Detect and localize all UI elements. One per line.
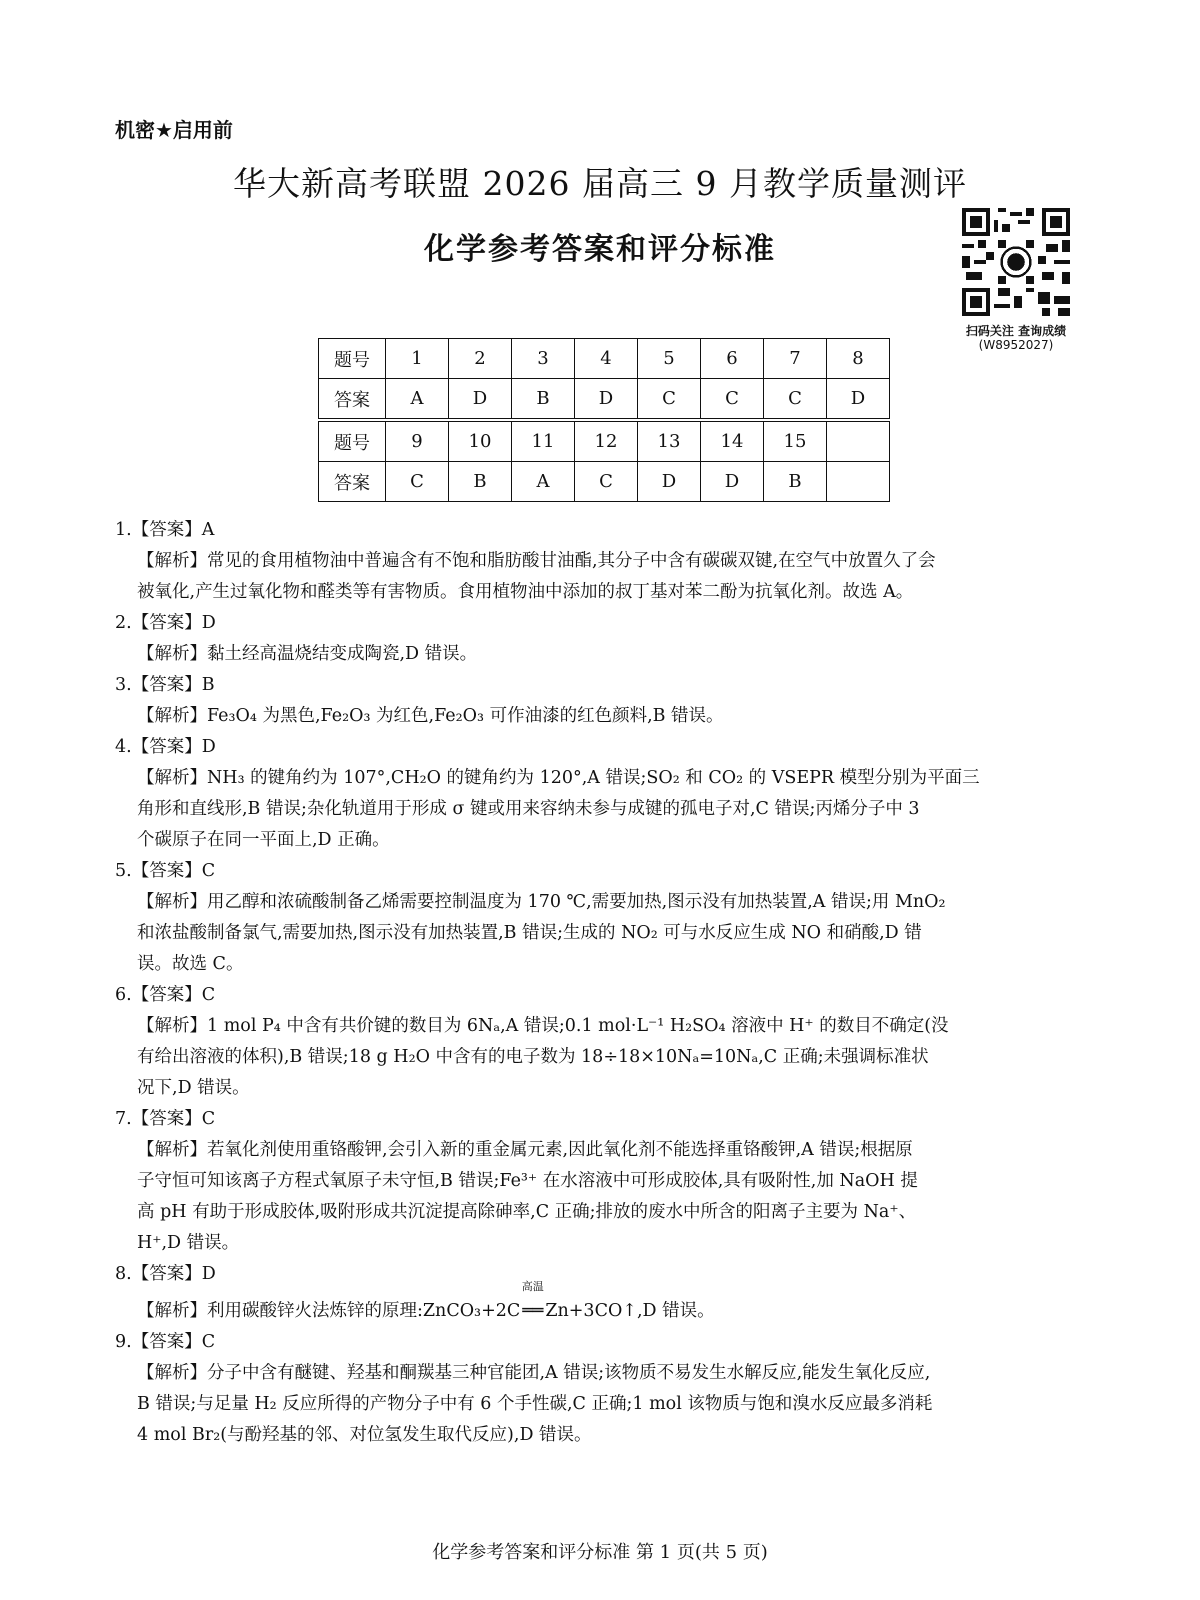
answer-heading: 6.【答案】C [115, 985, 216, 1005]
table-cell: 3 [512, 339, 575, 379]
table-cell: B [512, 379, 575, 421]
table-cell: 6 [701, 339, 764, 379]
table-cell: C [386, 462, 449, 502]
table-cell: 7 [764, 339, 827, 379]
table-cell: 15 [764, 420, 827, 462]
table-cell: 4 [575, 339, 638, 379]
table-cell: A [386, 379, 449, 421]
explanation-line [115, 1280, 1100, 1327]
table-row [319, 420, 890, 462]
table-cell: B [449, 462, 512, 502]
answer-heading: 1.【答案】A [115, 520, 215, 540]
explanation-line: 【解析】NH₃ 的键角约为 107°,CH₂O 的键角约为 120°,A 错误;SO₂ 和 CO₂ 的 VSEPR 模型分别为平面三 [137, 768, 980, 788]
answer-heading: 5.【答案】C [115, 861, 216, 881]
table-cell: D [575, 379, 638, 421]
confidential-mark: 机密★启用前 [115, 118, 233, 142]
table-cell: 11 [512, 420, 575, 462]
table-cell [827, 462, 890, 502]
explanation-line: 子守恒可知该离子方程式氧原子未守恒,B 错误;Fe³⁺ 在水溶液中可形成胶体,具有吸附性,加 NaOH 提 [137, 1171, 918, 1191]
equation-text: 【解析】利用碳酸锌火法炼锌的原理:ZnCO₃+2C [137, 1301, 521, 1321]
explanation-line: B 错误;与足量 H₂ 反应所得的产物分子中有 6 个手性碳,C 正确;1 mol 该物质与饱和溴水反应最多消耗 [137, 1394, 933, 1414]
qr-code-icon [962, 208, 1070, 316]
answer-heading: 2.【答案】D [115, 613, 216, 633]
table-cell: 12 [575, 420, 638, 462]
explanation-line: 有给出溶液的体积),B 错误;18 g H₂O 中含有的电子数为 18÷18×10Nₐ=10Nₐ,C 正确;未强调标准状 [137, 1047, 929, 1067]
row-header: 答案 [319, 379, 386, 421]
explanation-line: 况下,D 错误。 [137, 1078, 250, 1098]
table-cell [827, 420, 890, 462]
table-cell: A [512, 462, 575, 502]
qr-code-id: (W8952027) [978, 338, 1054, 352]
table-row [319, 339, 890, 379]
table-cell: D [827, 379, 890, 421]
qr-caption: 扫码关注 查询成绩 [965, 324, 1067, 338]
page-subtitle: 化学参考答案和评分标准 [424, 232, 776, 267]
table-cell: C [764, 379, 827, 421]
answer-heading: 7.【答案】C [115, 1109, 216, 1129]
explanation-line: 角形和直线形,B 错误;杂化轨道用于形成 σ 键或用来容纳未参与成键的孤电子对,C 错误;丙烯分子中 3 [137, 799, 920, 819]
answer-explanations [115, 515, 1100, 1451]
table-cell: B [764, 462, 827, 502]
answer-heading: 4.【答案】D [115, 737, 216, 757]
reaction-arrow: 高温 ══ [521, 1280, 544, 1321]
explanation-line: 【解析】常见的食用植物油中普遍含有不饱和脂肪酸甘油酯,其分子中含有碳碳双键,在空气中放置久了会 [137, 551, 936, 571]
table-cell: C [575, 462, 638, 502]
table-cell: 5 [638, 339, 701, 379]
table-row [319, 379, 890, 421]
explanation-line: 【解析】1 mol P₄ 中含有共价键的数目为 6Nₐ,A 错误;0.1 mol·L⁻¹ H₂SO₄ 溶液中 H⁺ 的数目不确定(没 [137, 1016, 949, 1036]
row-header: 题号 [319, 420, 386, 462]
table-cell: C [701, 379, 764, 421]
explanation-line: H⁺,D 错误。 [137, 1233, 240, 1253]
answer-table [318, 338, 890, 502]
table-cell: 2 [449, 339, 512, 379]
table-cell: D [701, 462, 764, 502]
exam-title: 华大新高考联盟 2026 届高三 9 月教学质量测评 [233, 164, 967, 203]
row-header: 题号 [319, 339, 386, 379]
explanation-line: 被氧化,产生过氧化物和醛类等有害物质。食用植物油中添加的叔丁基对苯二酚为抗氧化剂。故选 A。 [137, 582, 914, 602]
table-row [319, 462, 890, 502]
table-cell: 9 [386, 420, 449, 462]
table-cell: 8 [827, 339, 890, 379]
table-cell: D [638, 462, 701, 502]
answer-heading: 3.【答案】B [115, 675, 215, 695]
answer-heading: 9.【答案】C [115, 1332, 216, 1352]
table-cell: 14 [701, 420, 764, 462]
table-cell: 1 [386, 339, 449, 379]
table-cell: 10 [449, 420, 512, 462]
explanation-line: 【解析】分子中含有醚键、羟基和酮羰基三种官能团,A 错误;该物质不易发生水解反应,能发生氧化反应, [137, 1363, 931, 1383]
equation-text: Zn+3CO↑,D 错误。 [545, 1301, 715, 1321]
table-cell: D [449, 379, 512, 421]
page-footer: 化学参考答案和评分标准 第 1 页(共 5 页) [432, 1542, 768, 1563]
explanation-line: 和浓盐酸制备氯气,需要加热,图示没有加热装置,B 错误;生成的 NO₂ 可与水反应生成 NO 和硝酸,D 错 [137, 923, 922, 943]
explanation-line: 个碳原子在同一平面上,D 正确。 [137, 830, 390, 850]
explanation-line: 误。故选 C。 [137, 954, 244, 974]
explanation-line: 【解析】黏土经高温烧结变成陶瓷,D 错误。 [137, 644, 478, 664]
answer-heading: 8.【答案】D [115, 1264, 216, 1284]
explanation-line: 4 mol Br₂(与酚羟基的邻、对位氢发生取代反应),D 错误。 [137, 1425, 592, 1445]
table-cell: 13 [638, 420, 701, 462]
explanation-line: 【解析】Fe₃O₄ 为黑色,Fe₂O₃ 为红色,Fe₂O₃ 可作油漆的红色颜料,B 错误。 [137, 706, 724, 726]
explanation-line: 【解析】若氧化剂使用重铬酸钾,会引入新的重金属元素,因此氧化剂不能选择重铬酸钾,A 错误;根据原 [137, 1140, 913, 1160]
row-header: 答案 [319, 462, 386, 502]
reaction-condition: 高温 [521, 1280, 544, 1293]
table-cell: C [638, 379, 701, 421]
explanation-line: 【解析】用乙醇和浓硫酸制备乙烯需要控制温度为 170 ℃,需要加热,图示没有加热装置,A 错误;用 MnO₂ [137, 892, 946, 912]
explanation-line: 高 pH 有助于形成胶体,吸附形成共沉淀提高除砷率,C 正确;排放的废水中所含的阳离子主要为 Na⁺、 [137, 1202, 917, 1222]
